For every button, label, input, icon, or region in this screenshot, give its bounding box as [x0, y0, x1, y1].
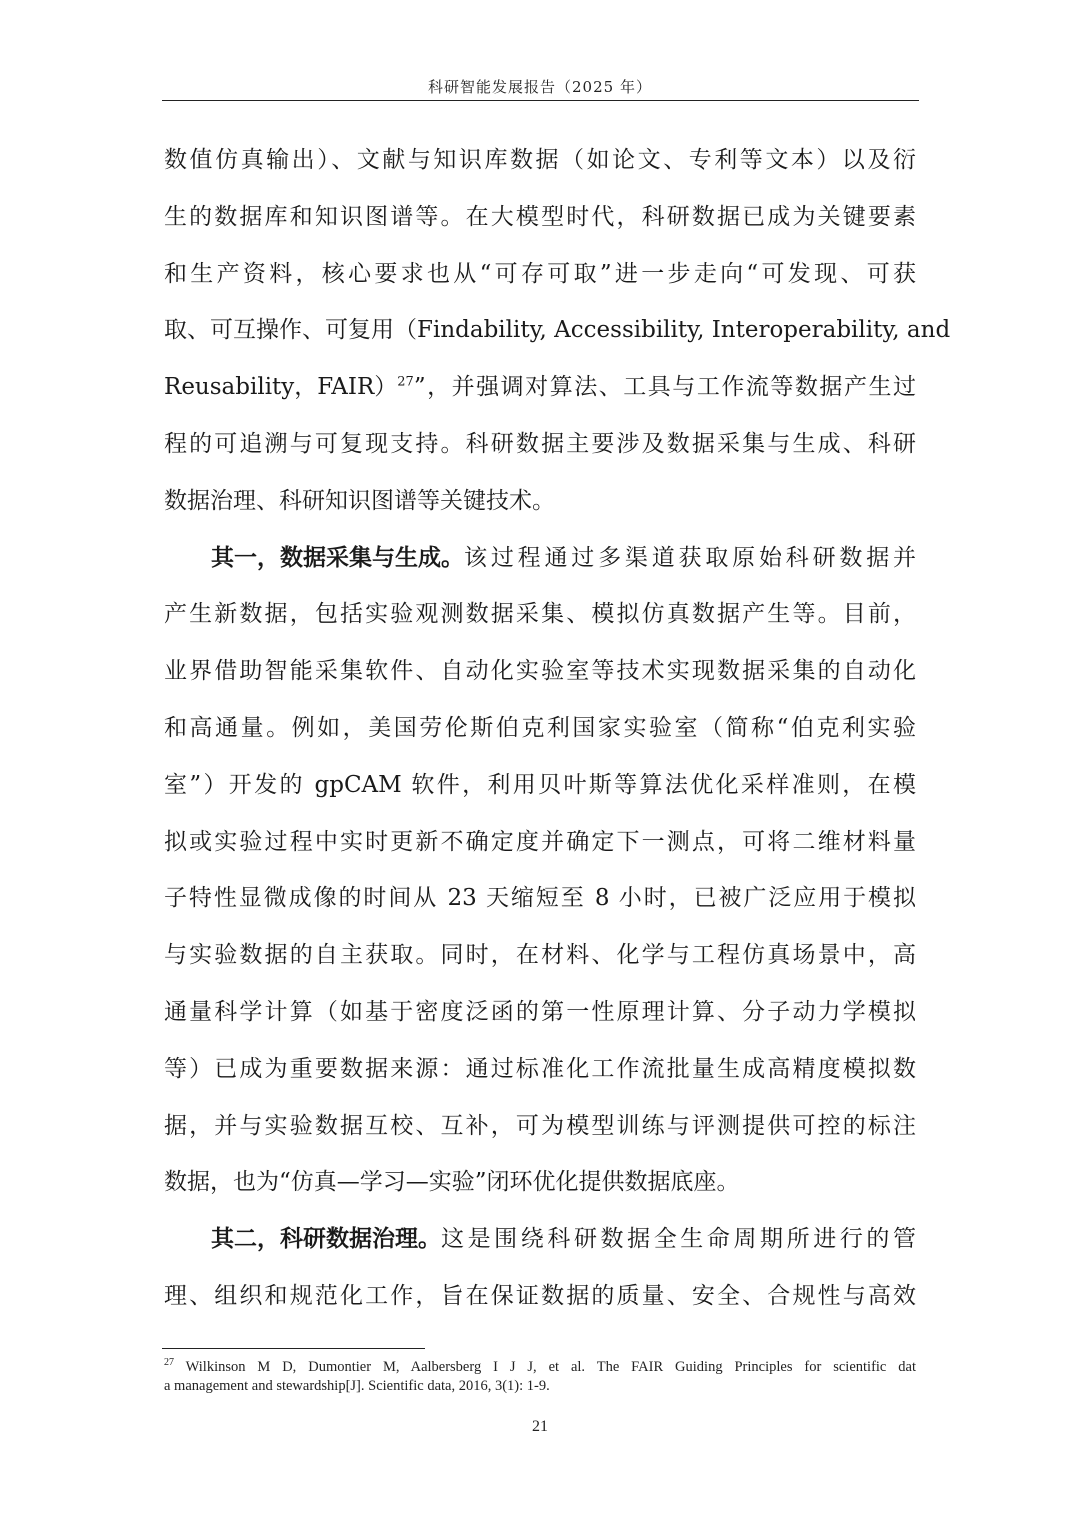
line-segment: 该过程通过多渠道获取原始科研数据并 — [464, 544, 916, 571]
footnote-reference: 27 — [397, 374, 414, 390]
paragraph-line: 数据，也为“仿真—学习—实验”闭环优化提供数据底座。 — [164, 1169, 740, 1196]
footnote-rule — [162, 1348, 425, 1349]
section-lead: 其二，科研数据治理。 — [211, 1226, 441, 1253]
line-segment: 这是围绕科研数据全生命周期所进行的管 — [441, 1226, 916, 1253]
footnote-line: a management and stewardship[J]. Scientific data, 2016, 3(1): 1-9. — [164, 1378, 550, 1394]
footnote-number: 27 — [164, 1357, 174, 1369]
paragraph-line: 理、组织和规范化工作，旨在保证数据的质量、安全、合规性与高效 — [164, 1282, 916, 1309]
paragraph-line: 拟或实验过程中实时更新不确定度并确定下一测点，可将二维材料量 — [164, 828, 916, 855]
paragraph-line — [164, 365, 916, 422]
paragraph-line: 室”）开发的 gpCAM 软件，利用贝叶斯等算法优化采样准则，在模 — [164, 771, 916, 798]
paragraph-line: 等）已成为重要数据来源：通过标准化工作流批量生成高精度模拟数 — [164, 1055, 916, 1082]
footnote — [164, 1358, 916, 1396]
paragraph-line: 据，并与实验数据互校、互补，可为模型训练与评测提供可控的标注 — [164, 1112, 916, 1139]
paragraph-line — [164, 536, 916, 593]
paragraph-line: 取、可互操作、可复用（Findability, Accessibility, Interoperability, and — [164, 317, 951, 344]
line-segment: ”，并强调对算法、工具与工作流等数据产生过 — [413, 374, 916, 401]
page-number: 21 — [532, 1418, 548, 1435]
paragraph-line: 通量科学计算（如基于密度泛函的第一性原理计算、分子动力学模拟 — [164, 998, 916, 1025]
paragraph-line: 数值仿真输出）、文献与知识库数据（如论文、专利等文本）以及衍 — [164, 147, 916, 173]
running-header: 科研智能发展报告（2025 年） — [428, 78, 652, 96]
body-text — [164, 138, 951, 1331]
paragraph-line: 和高通量。例如，美国劳伦斯伯克利国家实验室（简称“伯克利实验 — [164, 714, 916, 741]
paragraph-line: 子特性显微成像的时间从 23 天缩短至 8 小时，已被广泛应用于模拟 — [164, 885, 916, 912]
paragraph-line: 生的数据库和知识图谱等。在大模型时代，科研数据已成为关键要素 — [164, 203, 916, 230]
paragraph-line: 业界借助智能采集软件、自动化实验室等技术实现数据采集的自动化 — [164, 658, 916, 685]
paragraph-line: 产生新数据，包括实验观测数据采集、模拟仿真数据产生等。目前， — [164, 601, 916, 628]
line-segment — [164, 365, 414, 422]
footnote-line — [164, 1358, 916, 1377]
paragraph-line: 和生产资料，核心要求也从“可存可取”进一步走向“可发现、可获 — [164, 260, 916, 287]
footnote-text: Wilkinson M D, Dumontier M, Aalbersberg I J J, et al. The FAIR Guiding Principles for scientific dat — [185, 1359, 916, 1375]
paragraph-line: 与实验数据的自主获取。同时，在材料、化学与工程仿真场景中，高 — [164, 942, 916, 969]
paragraph-line: 程的可追溯与可复现支持。科研数据主要涉及数据采集与生成、科研 — [164, 430, 916, 457]
header-rule — [162, 100, 919, 101]
paragraph-line: 数据治理、科研知识图谱等关键技术。 — [164, 487, 555, 514]
fair-label: Reusability，FAIR） — [164, 374, 398, 401]
paragraph-line — [164, 1217, 916, 1274]
section-lead: 其一，数据采集与生成。 — [211, 544, 464, 571]
